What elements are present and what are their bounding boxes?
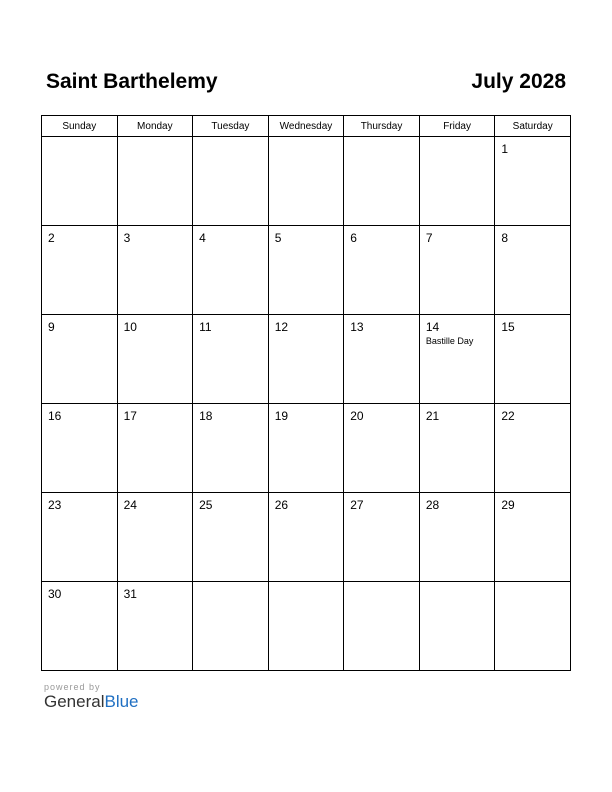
day-cell xyxy=(495,582,571,671)
day-cell xyxy=(268,315,344,404)
day-number xyxy=(344,582,419,587)
day-cell xyxy=(419,404,495,493)
weekday-monday: Monday xyxy=(117,116,193,137)
day-cell xyxy=(344,315,420,404)
day-number: 15 xyxy=(501,320,515,334)
day-number: 26 xyxy=(274,498,289,512)
day-cell xyxy=(42,137,118,226)
day-number: 27 xyxy=(350,498,364,512)
day-number xyxy=(495,582,570,587)
day-number xyxy=(42,137,117,142)
calendar-month-title: July 2028 xyxy=(471,70,566,93)
week-row xyxy=(42,137,571,226)
day-number: 30 xyxy=(48,587,62,601)
day-cell xyxy=(193,582,269,671)
day-number: 14 xyxy=(425,320,440,334)
day-cell xyxy=(268,137,344,226)
day-cell xyxy=(42,226,118,315)
day-number: 16 xyxy=(48,409,62,423)
day-number xyxy=(269,582,344,587)
week-row xyxy=(42,493,571,582)
day-cell xyxy=(495,404,571,493)
day-cell xyxy=(117,226,193,315)
day-cell xyxy=(419,493,495,582)
day-number: 29 xyxy=(501,498,515,512)
powered-by-text: powered by xyxy=(44,682,101,692)
day-number: 11 xyxy=(199,320,212,334)
day-cell xyxy=(268,404,344,493)
day-number: 31 xyxy=(123,587,137,601)
day-number: 25 xyxy=(199,498,213,512)
calendar-grid xyxy=(41,115,571,671)
day-number xyxy=(344,137,419,142)
day-number: 18 xyxy=(199,409,213,423)
day-number: 7 xyxy=(425,231,433,245)
day-number: 19 xyxy=(274,409,289,423)
day-number: 1 xyxy=(501,142,509,156)
day-cell xyxy=(495,137,571,226)
day-cell xyxy=(193,315,269,404)
week-row xyxy=(42,315,571,404)
day-cell xyxy=(344,582,420,671)
day-number: 4 xyxy=(199,231,206,245)
weekday-saturday: Saturday xyxy=(495,116,571,137)
day-number: 20 xyxy=(350,409,364,423)
day-number: 28 xyxy=(425,498,440,512)
calendar-country-title: Saint Barthelemy xyxy=(46,70,218,93)
day-number: 2 xyxy=(48,231,55,245)
day-number: 5 xyxy=(274,231,282,245)
day-number: 21 xyxy=(425,409,440,423)
weekday-wednesday: Wednesday xyxy=(268,116,344,137)
day-number: 6 xyxy=(350,231,357,245)
day-number: 10 xyxy=(123,320,137,334)
day-cell xyxy=(344,137,420,226)
day-cell xyxy=(268,493,344,582)
day-cell xyxy=(193,226,269,315)
weekday-sunday: Sunday xyxy=(42,116,118,137)
day-cell xyxy=(117,493,193,582)
footer-branding xyxy=(44,682,139,712)
day-cell xyxy=(117,137,193,226)
day-number xyxy=(118,137,193,142)
day-cell xyxy=(117,315,193,404)
day-cell xyxy=(117,582,193,671)
day-cell xyxy=(268,226,344,315)
day-number: 17 xyxy=(123,409,137,423)
week-row xyxy=(42,582,571,671)
day-cell xyxy=(42,404,118,493)
day-cell xyxy=(193,137,269,226)
day-number: 13 xyxy=(350,320,364,334)
day-number xyxy=(193,137,268,142)
week-row xyxy=(42,404,571,493)
weekday-thursday: Thursday xyxy=(344,116,420,137)
generalblue-logo xyxy=(44,692,139,712)
day-cell xyxy=(419,315,495,404)
week-row xyxy=(42,226,571,315)
day-cell xyxy=(42,493,118,582)
day-cell xyxy=(419,226,495,315)
weekday-header-row xyxy=(42,116,571,137)
weekday-tuesday: Tuesday xyxy=(193,116,269,137)
day-cell xyxy=(193,493,269,582)
day-number: 3 xyxy=(123,231,131,245)
day-number xyxy=(420,137,495,142)
day-cell xyxy=(268,582,344,671)
day-cell xyxy=(344,404,420,493)
day-number: 23 xyxy=(48,498,62,512)
day-cell xyxy=(495,226,571,315)
day-cell xyxy=(193,404,269,493)
day-cell xyxy=(42,582,118,671)
day-cell xyxy=(419,137,495,226)
day-cell xyxy=(419,582,495,671)
day-cell xyxy=(495,493,571,582)
day-number xyxy=(420,582,495,587)
day-number: 8 xyxy=(501,231,509,245)
day-cell xyxy=(344,226,420,315)
day-cell xyxy=(117,404,193,493)
day-cell xyxy=(42,315,118,404)
day-number: 22 xyxy=(501,409,515,423)
day-number: 9 xyxy=(48,320,55,334)
day-number xyxy=(269,137,344,142)
day-number xyxy=(193,582,268,587)
brand-general: General xyxy=(44,692,105,711)
weekday-friday: Friday xyxy=(419,116,495,137)
day-number: 24 xyxy=(123,498,137,512)
day-cell xyxy=(495,315,571,404)
holiday-label: Bastille Day xyxy=(425,336,474,346)
brand-blue: Blue xyxy=(104,692,139,711)
day-cell xyxy=(344,493,420,582)
day-number: 12 xyxy=(274,320,289,334)
